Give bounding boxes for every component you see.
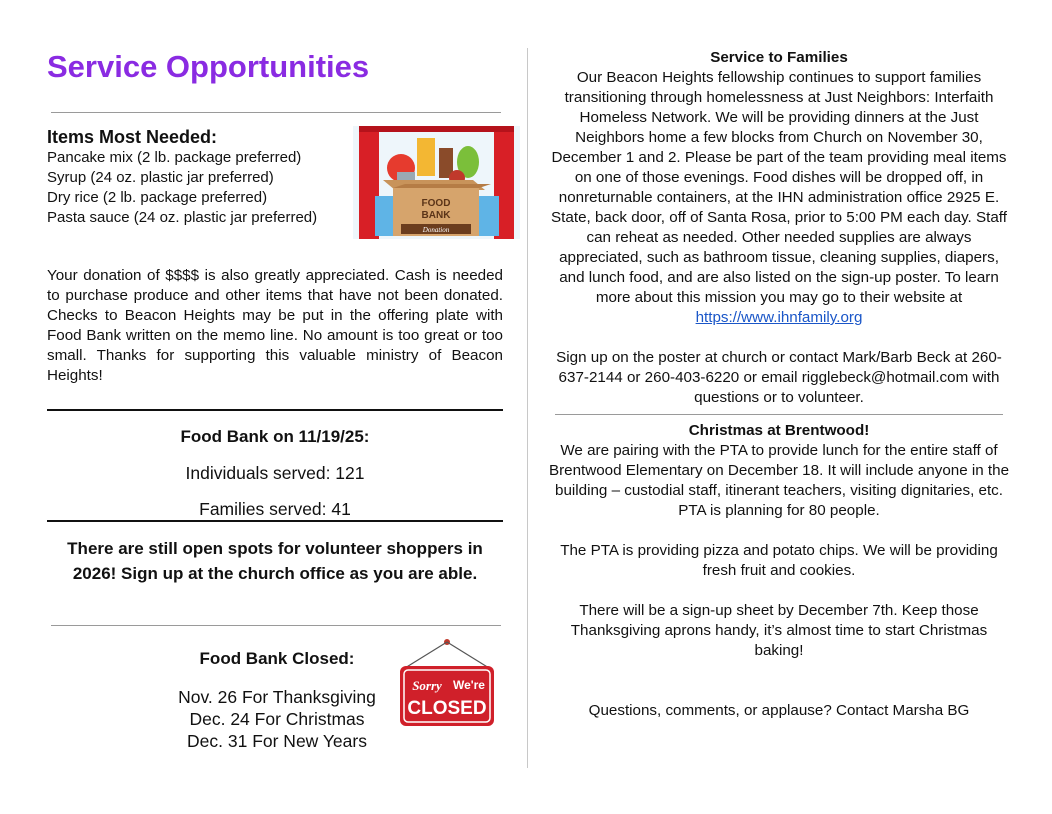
divider-thick	[47, 409, 503, 411]
divider-thick	[47, 520, 503, 522]
right-column	[548, 48, 1010, 721]
spacer	[548, 661, 1010, 681]
box-ribbon-text: Donation	[422, 226, 450, 234]
list-item: Dec. 31 For New Years	[187, 731, 367, 751]
food-bank-closed	[152, 648, 402, 752]
christmas-paragraph-1: We are pairing with the PTA to provide lunch for the entire staff of Brentwood Elementary on December 18. It will include anyone in the building – custodial staff, itinerant teachers, visiting dignitaries, etc. PTA is planning for 80 people.	[548, 442, 1010, 519]
column-divider	[527, 48, 528, 768]
food-bank-stats	[47, 426, 503, 520]
christmas-title: Christmas at Brentwood!	[688, 422, 870, 439]
food-bank-donation-image	[353, 126, 520, 239]
list-item: Pancake mix (2 lb. package preferred)	[47, 149, 302, 166]
box-text-bank: BANK	[421, 210, 451, 221]
box-text-food: FOOD	[421, 198, 451, 209]
christmas-paragraph-2: The PTA is providing pizza and potato chips. We will be providing fresh fruit and cookies.	[560, 542, 998, 579]
list-item: Syrup (24 oz. plastic jar preferred)	[47, 169, 274, 186]
closed-dates	[152, 686, 402, 752]
divider	[51, 625, 501, 626]
divider	[555, 414, 1003, 415]
ihn-website-link[interactable]: https://www.ihnfamily.org	[695, 309, 863, 326]
list-item: Dec. 24 For Christmas	[189, 709, 365, 729]
stats-title: Food Bank on 11/19/25:	[180, 427, 370, 446]
spacer	[548, 581, 1010, 601]
page-title: Service Opportunities	[47, 49, 370, 84]
closed-title: Food Bank Closed:	[199, 649, 355, 668]
service-families-body	[548, 68, 1010, 328]
service-families-text: Our Beacon Heights fellowship continues to support families transitioning through homelessness at Just Neighbors: Interfaith Homeless Network. We will be providing dinners at the Just Neighbors home a few blocks from Church on November 30, December 1 and 2. Please be part of the team providing meal items on one of those evenings. Food dishes will be dropped off, in nonreturnable containers, at the IHN administration office 2925 E. State, back door, off of Santa Rosa, prior to 5:00 PM each day. Staff can reheat as needed. Other needed supplies are always appreciated, such as bathroom tissue, cleaning supplies, diapers, and lunch food, and are also listed on the sign-up poster. To learn more about this mission you may go to their website at	[551, 69, 1007, 306]
items-needed-list	[47, 148, 347, 228]
list-item: Nov. 26 For Thanksgiving	[178, 687, 376, 707]
sign-were: We're	[453, 678, 485, 692]
volunteer-note: There are still open spots for volunteer shoppers in 2026! Sign up at the church office as you are able.	[67, 539, 483, 583]
individuals-served: Individuals served: 121	[185, 463, 365, 483]
signup-text: Sign up on the poster at church or contact Mark/Barb Beck at 260-637-2144 or 260-403-6220 or email rigglebeck@hotmail.com with questions or to volunteer.	[556, 349, 1002, 406]
closed-sign-image	[397, 638, 497, 730]
families-served: Families served: 41	[199, 499, 351, 519]
spacer	[548, 681, 1010, 701]
sign-closed: CLOSED	[407, 698, 487, 719]
donation-text: Your donation of $$$$ is also greatly appreciated. Cash is needed to purchase produce and other items that have not been donated. Checks to Beacon Heights may be put in the offering plate with Food Bank written on the memo line. No amount is too great or too small. Thanks for supporting this valuable ministry of Beacon Heights!	[47, 267, 503, 384]
list-item: Pasta sauce (24 oz. plastic jar preferred)	[47, 209, 318, 226]
list-item: Dry rice (2 lb. package preferred)	[47, 189, 268, 206]
divider	[51, 112, 501, 113]
contact-text: Questions, comments, or applause? Contact Marsha BG	[588, 702, 970, 719]
spacer	[548, 328, 1010, 348]
christmas-paragraph-3: There will be a sign-up sheet by December 7th. Keep those Thanksgiving aprons handy, it’s almost time to start Christmas baking!	[570, 602, 988, 659]
spacer	[548, 521, 1010, 541]
items-needed-section	[47, 126, 347, 228]
service-families-title: Service to Families	[710, 49, 848, 66]
sign-sorry: Sorry	[412, 678, 442, 693]
items-needed-title: Items Most Needed:	[47, 127, 218, 147]
